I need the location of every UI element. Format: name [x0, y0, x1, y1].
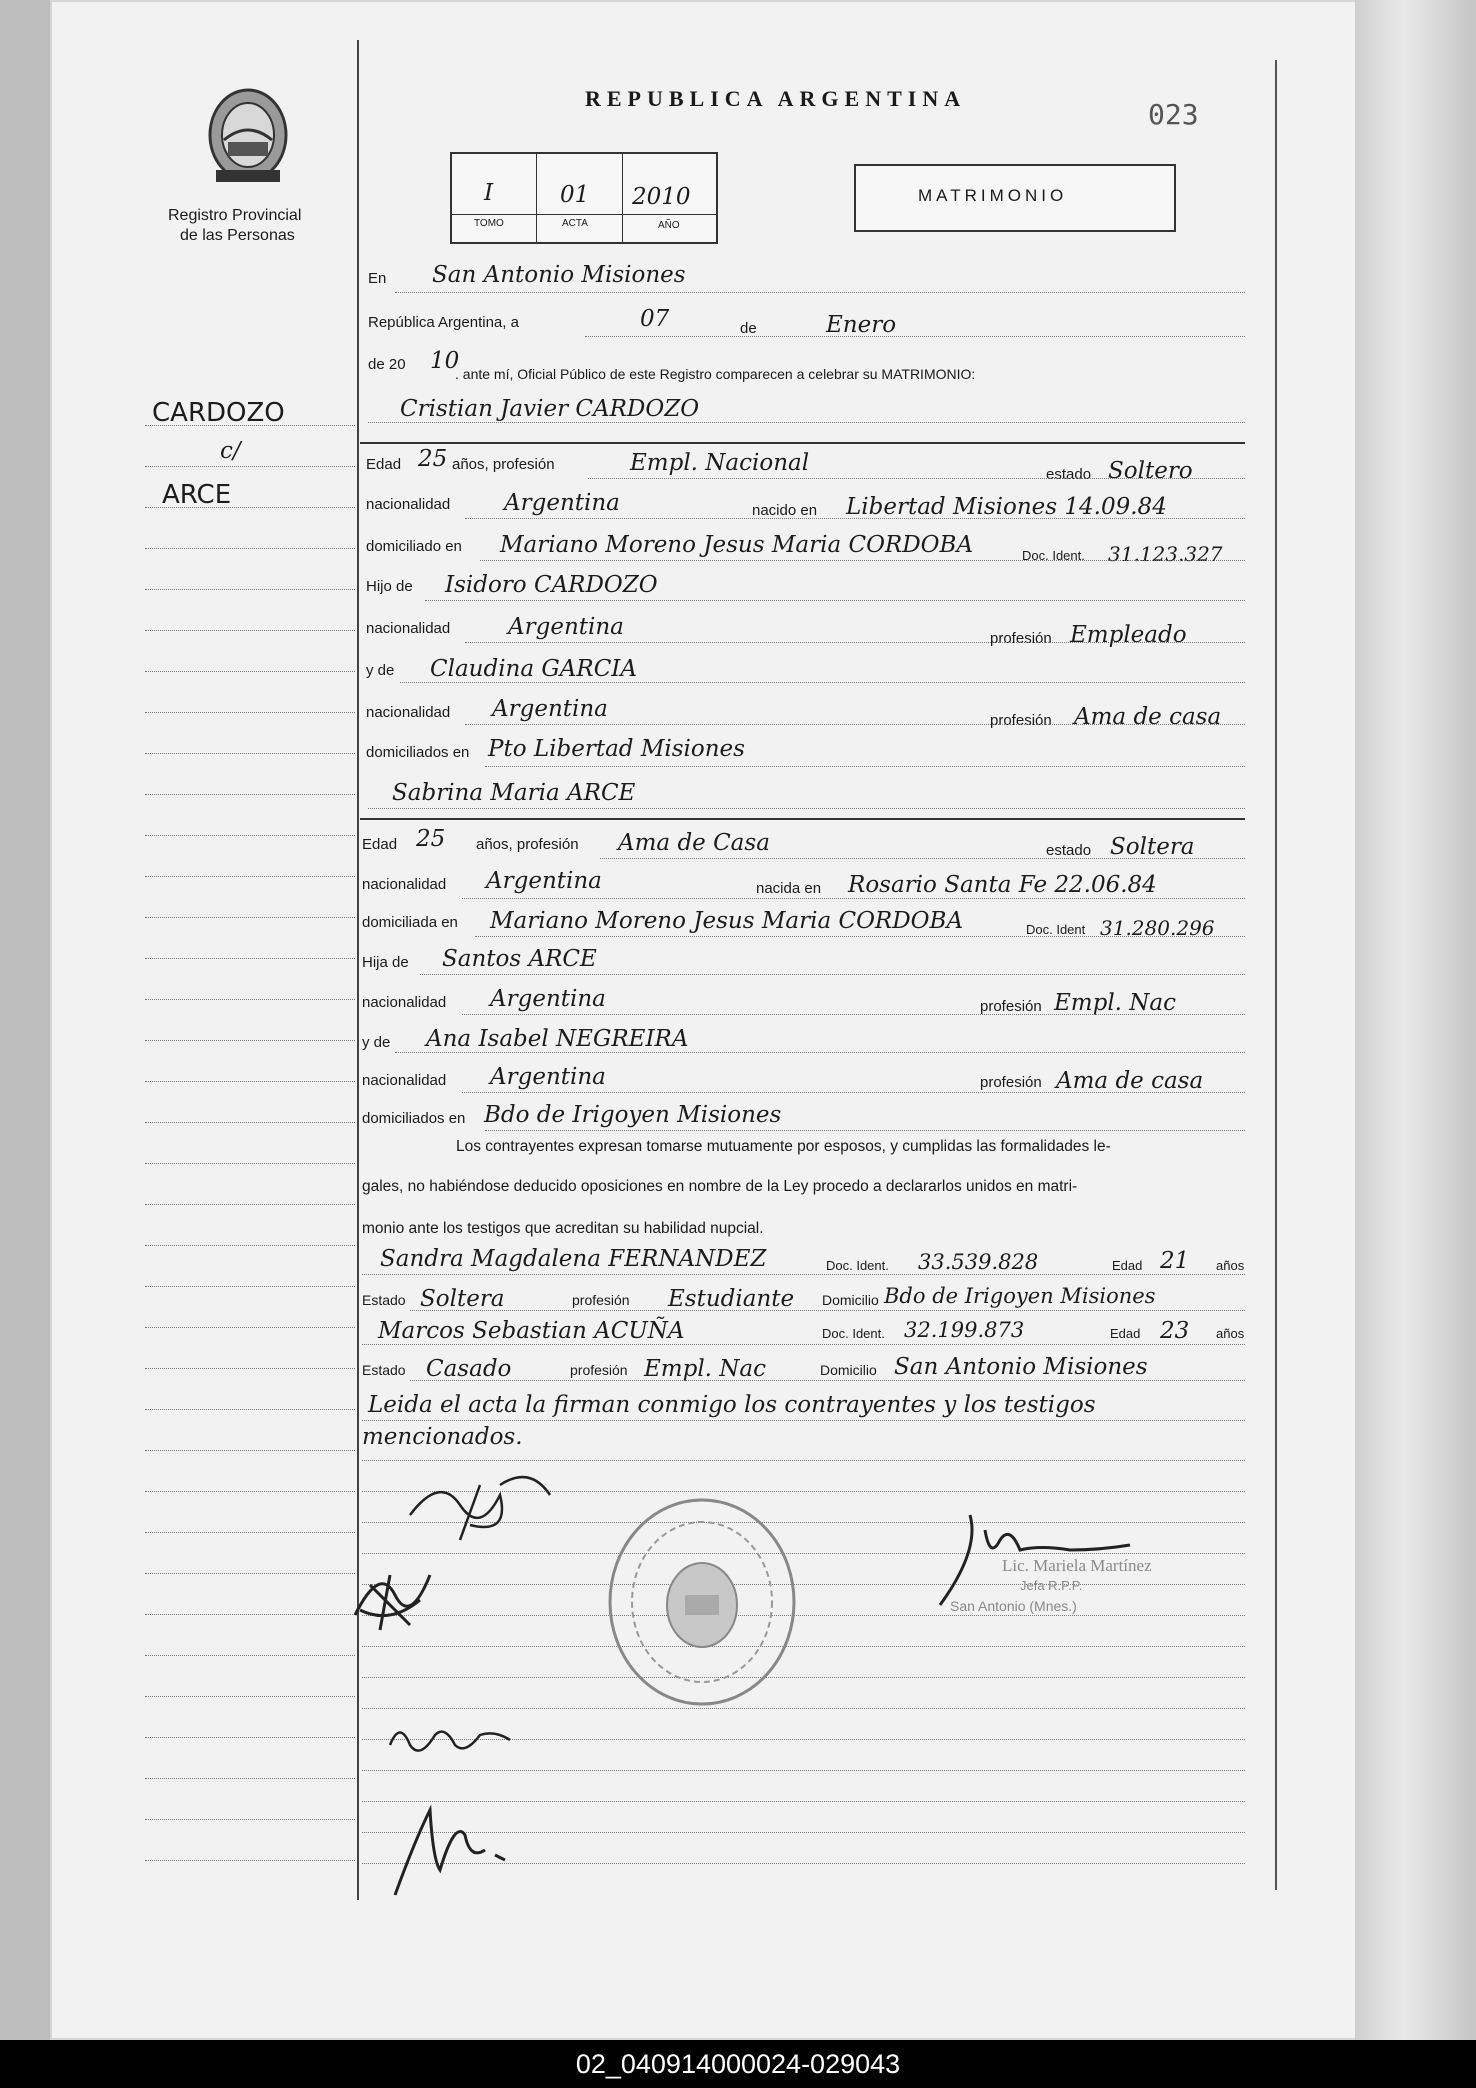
closing-line2: mencionados. [362, 1424, 523, 1450]
groom-father-nat-label: nacionalidad [366, 620, 451, 637]
margin-groom-surname: CARDOZO [152, 398, 285, 428]
groom-estado-label: estado [1046, 466, 1092, 483]
signature-ruled-line [362, 1460, 1245, 1461]
bride-estado: Soltera [1110, 834, 1195, 860]
bride-father-prof: Empl. Nac [1054, 990, 1177, 1016]
groom-edad-label: Edad [366, 456, 402, 473]
margin-ruled-line [145, 794, 355, 795]
groom-address: Mariano Moreno Jesus Maria CORDOBA [500, 532, 974, 558]
tomo-label: TOMO [474, 218, 504, 229]
witness2-signature-icon [385, 1800, 525, 1900]
margin-ruled-line [145, 425, 355, 426]
bride-name: Sabrina Maria ARCE [392, 780, 636, 806]
de-label: de [740, 320, 757, 337]
margin-ruled-line [145, 1409, 355, 1410]
bride-hija-label: Hija de [362, 954, 409, 971]
bride-parents-address: Bdo de Irigoyen Misiones [484, 1102, 782, 1128]
bride-doc-label: Doc. Ident [1026, 922, 1086, 937]
margin-ruled-line [145, 835, 355, 836]
margin-ruled-line [145, 917, 355, 918]
bride-father: Santos ARCE [442, 946, 597, 972]
margin-ruled-line [145, 712, 355, 713]
margin-ruled-line [145, 1122, 355, 1123]
margin-ruled-line [145, 1737, 355, 1738]
groom-nacionalidad-label: nacionalidad [366, 496, 451, 513]
document-page [50, 0, 1400, 2040]
groom-hijo-label: Hijo de [366, 578, 413, 595]
groom-estado: Soltero [1108, 458, 1193, 484]
groom-name: Cristian Javier CARDOZO [400, 396, 700, 422]
groom-father-nat: Argentina [508, 614, 624, 640]
bride-father-nat: Argentina [490, 986, 606, 1012]
witness2-address: San Antonio Misiones [894, 1354, 1148, 1380]
page-edge-shadow [1355, 0, 1476, 2040]
declaration-line3: monio ante los testigos que acreditan su habilidad nupcial. [362, 1220, 764, 1237]
year-prefix: de 20 [368, 356, 406, 373]
margin-ruled-line [145, 1491, 355, 1492]
margin-ruled-line [145, 1573, 355, 1574]
acta-label: ACTA [562, 218, 588, 229]
margin-ruled-line [145, 1450, 355, 1451]
declaration-line1: Los contrayentes expresan tomarse mutuamente por esposos, y cumplidas las formalidades le- [456, 1138, 1111, 1155]
groom-profesion-label: años, profesión [452, 456, 555, 473]
provincial-emblem-icon [198, 80, 298, 190]
margin-ruled-line [145, 1655, 355, 1656]
margin-ruled-line [145, 753, 355, 754]
ano-value: 2010 [632, 184, 691, 210]
page-number: 023 [1148, 98, 1199, 131]
witness2-anos-label: años [1216, 1326, 1245, 1341]
margin-ruled-line [145, 1614, 355, 1615]
bride-mother-nat-label: nacionalidad [362, 1072, 447, 1089]
bride-domiciliados-label: domiciliados en [362, 1110, 466, 1127]
margin-ruled-line [145, 466, 355, 467]
closing-line1: Leida el acta la firman conmigo los contrayentes y los testigos [368, 1392, 1096, 1418]
bride-yde-label: y de [362, 1034, 391, 1051]
margin-bride-surname: ARCE [162, 480, 232, 510]
witness1-name: Sandra Magdalena FERNANDEZ [380, 1246, 767, 1272]
margin-ruled-line [145, 1245, 355, 1246]
groom-mother: Claudina GARCIA [430, 656, 637, 682]
margin-ruled-line [145, 1696, 355, 1697]
right-border [1275, 60, 1277, 1890]
ceremony-year-suffix: 10 [430, 348, 460, 374]
groom-mother-prof-label: profesión [990, 712, 1052, 729]
ceremony-month: Enero [826, 312, 897, 338]
signature-ruled-line [362, 1770, 1245, 1771]
bride-mother-nat: Argentina [490, 1064, 606, 1090]
file-id-bar: 02_040914000024-029043 [0, 2040, 1476, 2088]
witness2-age: 23 [1160, 1318, 1190, 1344]
bride-address: Mariano Moreno Jesus Maria CORDOBA [490, 908, 964, 934]
ceremony-place: San Antonio Misiones [432, 262, 686, 288]
margin-ruled-line [145, 589, 355, 590]
witness2-profesion-label: profesión [570, 1362, 628, 1378]
registry-seal-icon [605, 1495, 800, 1710]
witness1-doc: 33.539.828 [918, 1250, 1039, 1274]
bride-domicilio-label: domiciliada en [362, 914, 458, 931]
bride-estado-label: estado [1046, 842, 1092, 859]
witness2-doc-label: Doc. Ident. [822, 1326, 885, 1341]
republica-label: República Argentina, a [368, 314, 519, 331]
witness1-domicilio-label: Domicilio [822, 1292, 879, 1308]
margin-ruled-line [145, 999, 355, 1000]
witness1-edad-label: Edad [1112, 1258, 1143, 1273]
bride-doc: 31.280.296 [1100, 916, 1215, 940]
country-title: REPUBLICA ARGENTINA [585, 86, 967, 111]
bride-father-nat-label: nacionalidad [362, 994, 447, 1011]
groom-father: Isidoro CARDOZO [445, 572, 658, 598]
registry-name-line1: Registro Provincial [168, 207, 302, 224]
groom-mother-prof: Ama de casa [1074, 704, 1222, 730]
bride-signature-icon [350, 1555, 440, 1635]
margin-ruled-line [145, 1327, 355, 1328]
witness1-estado-label: Estado [362, 1292, 406, 1308]
ano-label: AÑO [658, 220, 680, 231]
margin-ruled-line [145, 1040, 355, 1041]
witness2-name: Marcos Sebastian ACUÑA [378, 1318, 685, 1344]
witness2-estado: Casado [426, 1356, 512, 1382]
groom-parents-address: Pto Libertad Misiones [488, 736, 745, 762]
bride-edad-label: Edad [362, 836, 398, 853]
witness1-profession: Estudiante [668, 1286, 795, 1312]
bride-nacionalidad-label: nacionalidad [362, 876, 447, 893]
tomo-acta-box [450, 152, 718, 244]
margin-ruled-line [145, 1778, 355, 1779]
margin-ruled-line [145, 507, 355, 508]
groom-yde-label: y de [366, 662, 395, 679]
witness1-profesion-label: profesión [572, 1292, 630, 1308]
bride-profession: Ama de Casa [618, 830, 770, 856]
margin-ruled-line [145, 630, 355, 631]
en-label: En [368, 270, 387, 287]
margin-ruled-line [145, 1081, 355, 1082]
witness1-signature-icon [385, 1715, 515, 1765]
groom-birth: Libertad Misiones 14.09.84 [846, 494, 1167, 520]
intro-statement: . ante mí, Oficial Público de este Registro comparecen a celebrar su MATRIMONIO: [455, 366, 976, 382]
bride-birth: Rosario Santa Fe 22.06.84 [848, 872, 1157, 898]
signature-ruled-line [362, 1708, 1245, 1709]
margin-ruled-line [145, 671, 355, 672]
witness2-doc: 32.199.873 [904, 1318, 1025, 1342]
signature-ruled-line [362, 1646, 1245, 1647]
witness2-edad-label: Edad [1110, 1326, 1141, 1341]
bride-father-prof-label: profesión [980, 998, 1042, 1015]
margin-ruled-line [145, 1860, 355, 1861]
signature-ruled-line [362, 1615, 1245, 1616]
official-name: Lic. Mariela Martínez [1002, 1556, 1152, 1575]
matrimonio-box [854, 164, 1176, 232]
groom-father-prof-label: profesión [990, 630, 1052, 647]
witness1-estado: Soltera [420, 1286, 505, 1312]
bride-profesion-label: años, profesión [476, 836, 579, 853]
witness1-address: Bdo de Irigoyen Misiones [884, 1284, 1156, 1308]
signature-ruled-line [362, 1677, 1245, 1678]
groom-father-prof: Empleado [1070, 622, 1187, 648]
official-place: San Antonio (Mnes.) [950, 1598, 1077, 1614]
bride-mother: Ana Isabel NEGREIRA [426, 1026, 689, 1052]
bride-nationality: Argentina [486, 868, 602, 894]
doc-type-label: MATRIMONIO [918, 186, 1068, 205]
groom-domicilio-label: domiciliado en [366, 538, 462, 555]
groom-nationality: Argentina [504, 490, 620, 516]
groom-signature-icon [400, 1465, 560, 1545]
witness1-age: 21 [1160, 1248, 1190, 1274]
margin-ruled-line [145, 1163, 355, 1164]
witness2-domicilio-label: Domicilio [820, 1362, 877, 1378]
margin-ruled-line [145, 1368, 355, 1369]
margin-connector: c/ [220, 438, 241, 464]
groom-mother-nat-label: nacionalidad [366, 704, 451, 721]
groom-doc: 31.123.327 [1108, 542, 1223, 566]
tomo-value: I [484, 180, 494, 206]
margin-ruled-line [145, 548, 355, 549]
groom-profession: Empl. Nacional [630, 450, 810, 476]
bride-nacida-label: nacida en [756, 880, 822, 897]
groom-domiciliados-label: domiciliados en [366, 744, 470, 761]
margin-ruled-line [145, 1532, 355, 1533]
bride-age: 25 [416, 826, 446, 852]
bride-mother-prof: Ama de casa [1056, 1068, 1204, 1094]
groom-age: 25 [418, 446, 448, 472]
margin-ruled-line [145, 1819, 355, 1820]
ceremony-day: 07 [640, 306, 670, 332]
bride-mother-prof-label: profesión [980, 1074, 1042, 1091]
acta-value: 01 [560, 182, 590, 208]
registry-name-line2: de las Personas [180, 227, 295, 244]
official-title: Jefa R.P.P. [1020, 1578, 1083, 1593]
witness2-estado-label: Estado [362, 1362, 406, 1378]
margin-ruled-line [145, 1204, 355, 1205]
witness2-profession: Empl. Nac [644, 1356, 767, 1382]
groom-mother-nat: Argentina [492, 696, 608, 722]
margin-ruled-line [145, 958, 355, 959]
groom-doc-label: Doc. Ident. [1022, 548, 1085, 563]
margin-ruled-line [145, 1286, 355, 1287]
witness1-doc-label: Doc. Ident. [826, 1258, 889, 1273]
groom-nacido-label: nacido en [752, 502, 818, 519]
margin-ruled-line [145, 876, 355, 877]
declaration-line2: gales, no habiéndose deducido oposiciones en nombre de la Ley procedo a declararlos unidos en matri- [362, 1178, 1078, 1195]
witness1-anos-label: años [1216, 1258, 1245, 1273]
